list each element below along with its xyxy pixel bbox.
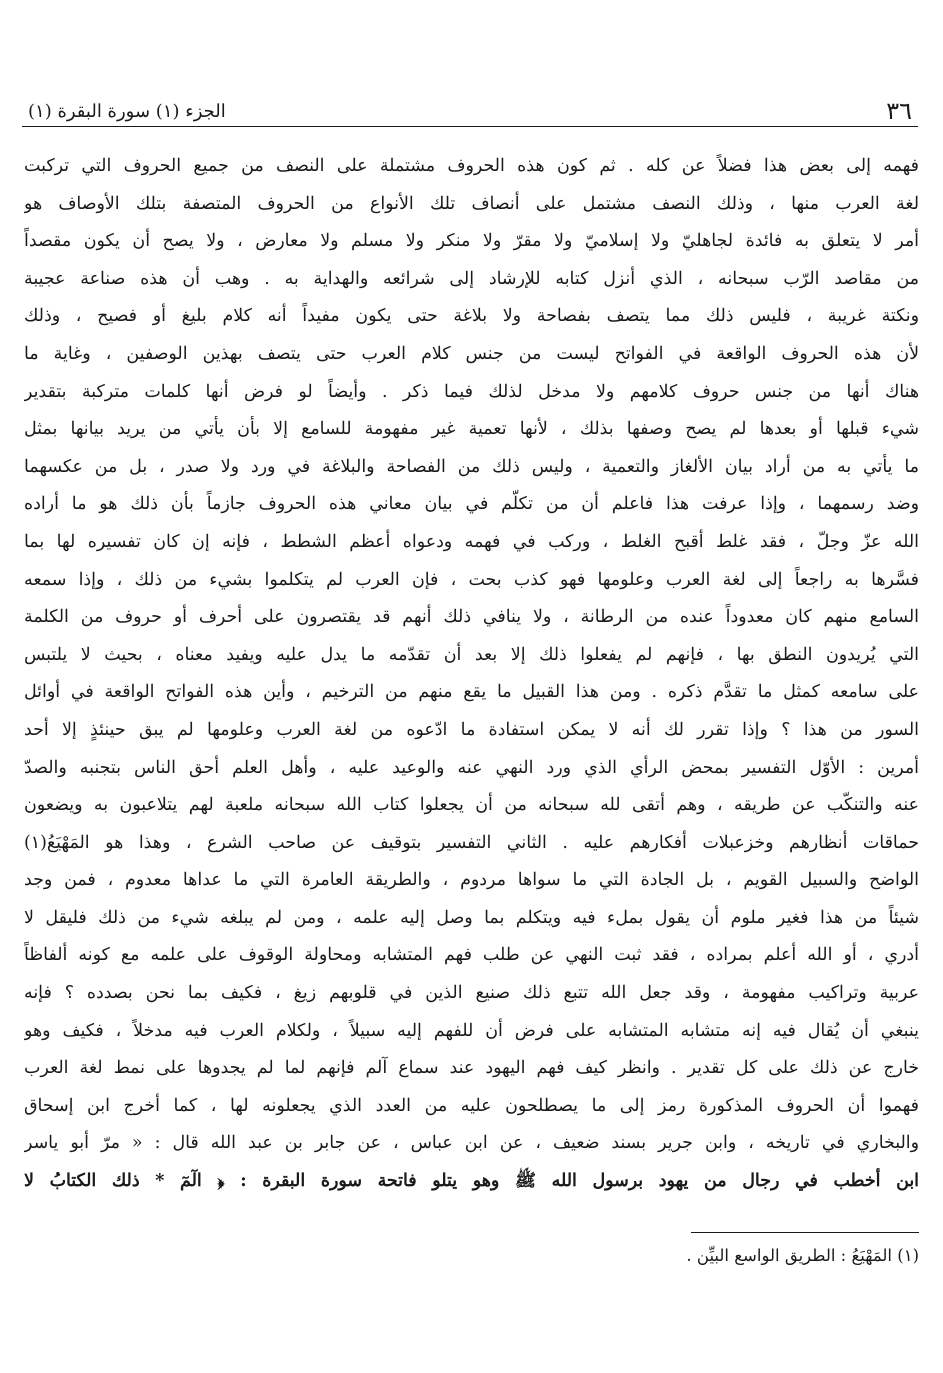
text-line: ونكتة غريبة ، فليس ذلك مما يتصف بفصاحة ولا بلاغة حتى يكون مفيداً أنه كلام بليغ أو فصيح ، وذلك bbox=[24, 306, 919, 327]
text-line: هناك أنها من جنس حروف كلامهم ولا مدخل لذلك فيما ذكر . وأيضاً لو فرض أنها كلمات متركبة بتقدير bbox=[24, 381, 919, 402]
text-line: لأن هذه الحروف الواقعة في الفواتح ليست من جنس كلام العرب حتى يتصف بهذين الوصفين ، وغاية ما bbox=[24, 343, 919, 364]
text-line: على سامعه كمثل ما تقدَّم ذكره . ومن هذا القبيل ما يقع منهم من الترخيم ، وأين هذه الفواتح الواقعة في أوائل bbox=[24, 682, 919, 703]
text-line: ينبغي أن يُقال فيه إنه متشابه المتشابه على فرض أن للفهم إليه سبيلاً ، ولكلام العرب فيه مدخلاً ، فكيف وهو bbox=[24, 1020, 919, 1041]
text-line-hadith: ابن أخطب في رجال من يهود برسول الله ﷺ وهو يتلو فاتحة سورة البقرة : ﴿ الٓمٓ * ذلك الكتابُ لا bbox=[24, 1171, 919, 1192]
page-number: ٣٦ bbox=[886, 97, 912, 125]
running-title: الجزء (١) سورة البقرة (١) bbox=[28, 101, 226, 122]
text-line: التي يُريدون النطق بها ، فإنهم لم يفعلوا ذلك إلا بعد أن تقدّمه ما يدل عليه ويفيد معناه ، بحيث لا يلتبس bbox=[24, 644, 919, 665]
text-line: عربية وتراكيب مفهومة ، وقد جعل الله تتبع ذلك صنيع الذين في قلوبهم زيغ ، فكيف بما نحن بصدده ؟ فإنه bbox=[24, 983, 919, 1004]
text-line: ما يأتي به من أراد بيان الألغاز والتعمية ، وليس ذلك من الفصاحة والبلاغة في ورد ولا صدر ، بل من عكسهما bbox=[24, 456, 919, 477]
text-line: الله عزّ وجلّ ، فقد غلط أقبح الغلط ، وركب في فهمه ودعواه أعظم الشطط ، فإنه إن كان تفسيره لها بما bbox=[24, 531, 919, 552]
text-line: شيئاً من هذا فغير ملوم أن يقول بملء فيه ويتكلم بما وصل إليه علمه ، ومن لم يبلغه شيء من ذلك فليقل لا bbox=[24, 907, 919, 928]
text-line: وضد رسمهما ، وإذا عرفت هذا فاعلم أن من تكلّم في بيان معاني هذه الحروف جازماً بأن ذلك هو ما أراده bbox=[24, 494, 919, 515]
text-line: والبخاري في تاريخه ، وابن جرير بسند ضعيف ، عن ابن عباس ، عن جابر بن عبد الله قال : « مرّ أبو ياسر bbox=[24, 1133, 919, 1154]
text-line: فهمه إلى بعض هذا فضلاً عن كله . ثم كون هذه الحروف مشتملة على النصف من جميع الحروف التي تركبت bbox=[24, 156, 919, 176]
text-line: لغة العرب منها ، وذلك النصف مشتمل على أنصاف تلك الأنواع من الحروف المتصفة بتلك الأوصاف هو bbox=[24, 193, 919, 214]
text-line: السامع منهم كان معدوداً عنده من الرطانة ، ولا ينافي ذلك أنهم قد يقتصرون على أحرف أو حروف من الكلمة bbox=[24, 607, 919, 628]
page-header bbox=[22, 96, 918, 128]
text-line: شيء قبلها أو بعدها لم يصح وصفها بذلك ، لأنها تعمية غير مفهومة للسامع إلا بأن يأتي من يريد بيانها بمثل bbox=[24, 419, 919, 440]
text-line: أمرين : الأوّل التفسير بمحض الرأي الذي ورد النهي عنه والوعيد عليه ، وأهل العلم أحق الناس بتجنبه والصدّ bbox=[24, 757, 919, 778]
text-line: خارج عن ذلك على كل تقدير . وانظر كيف فهم اليهود عند سماع آلم فإنهم لما لم يجدوها على نمط لغة العرب bbox=[24, 1058, 919, 1079]
text-line: أدري ، أو الله أعلم بمراده ، فقد ثبت النهي عن طلب فهم المتشابه ومحاولة الوقوف على علمه مع كونه ألفاظاً bbox=[24, 945, 919, 966]
text-line: السور من هذا ؟ وإذا تقرر لك أنه لا يمكن استفادة ما ادّعوه من لغة العرب وعلومها لم يبق حينئذٍ إلا أحد bbox=[24, 719, 919, 740]
text-line: عنه والتنكّب عن طريقه ، وهم أتقى لله سبحانه من أن يجعلوا كتاب الله سبحانه ملعبة لهم يتلاعبون به ويضعون bbox=[24, 795, 919, 816]
text-line: أمر لا يتعلق به فائدة لجاهليّ ولا إسلاميّ ولا مقرّ ولا منكر ولا مسلم ولا معارض ، ولا يصح أن يكون مقصداً bbox=[24, 231, 919, 252]
footnote: (١) المَهْيَعُ : الطريق الواسع البيِّن . bbox=[686, 1246, 919, 1265]
text-line: فسَّرها به راجعاً إلى لغة العرب وعلومها فهو كذب بحت ، فإن العرب لم يتكلموا بشيء من ذلك ، وإذا سمعه bbox=[24, 569, 919, 590]
footnote-divider bbox=[691, 1232, 919, 1233]
header-divider bbox=[22, 126, 918, 127]
text-line: حماقات أنظارهم وخزعبلات أفكارهم عليه . الثاني التفسير بتوقيف عن صاحب الشرع ، وهذا هو المَهْيَعُ(١) bbox=[24, 832, 919, 853]
body-text bbox=[24, 148, 919, 1201]
text-line: فهموا أن الحروف المذكورة رمز إلى ما يصطلحون عليه من العدد الذي يجعلونه لها ، كما أخرج ابن إسحاق bbox=[24, 1095, 919, 1116]
text-line: من مقاصد الرّب سبحانه ، الذي أنزل كتابه للإرشاد إلى شرائعه والهداية به . وهب أن هذه صناعة عجيبة bbox=[24, 268, 919, 289]
text-line: الواضح والسبيل القويم ، بل الجادة التي ما سواها مردوم ، والطريقة العامرة التي ما عداها معدوم ، فمن وجد bbox=[24, 870, 919, 891]
